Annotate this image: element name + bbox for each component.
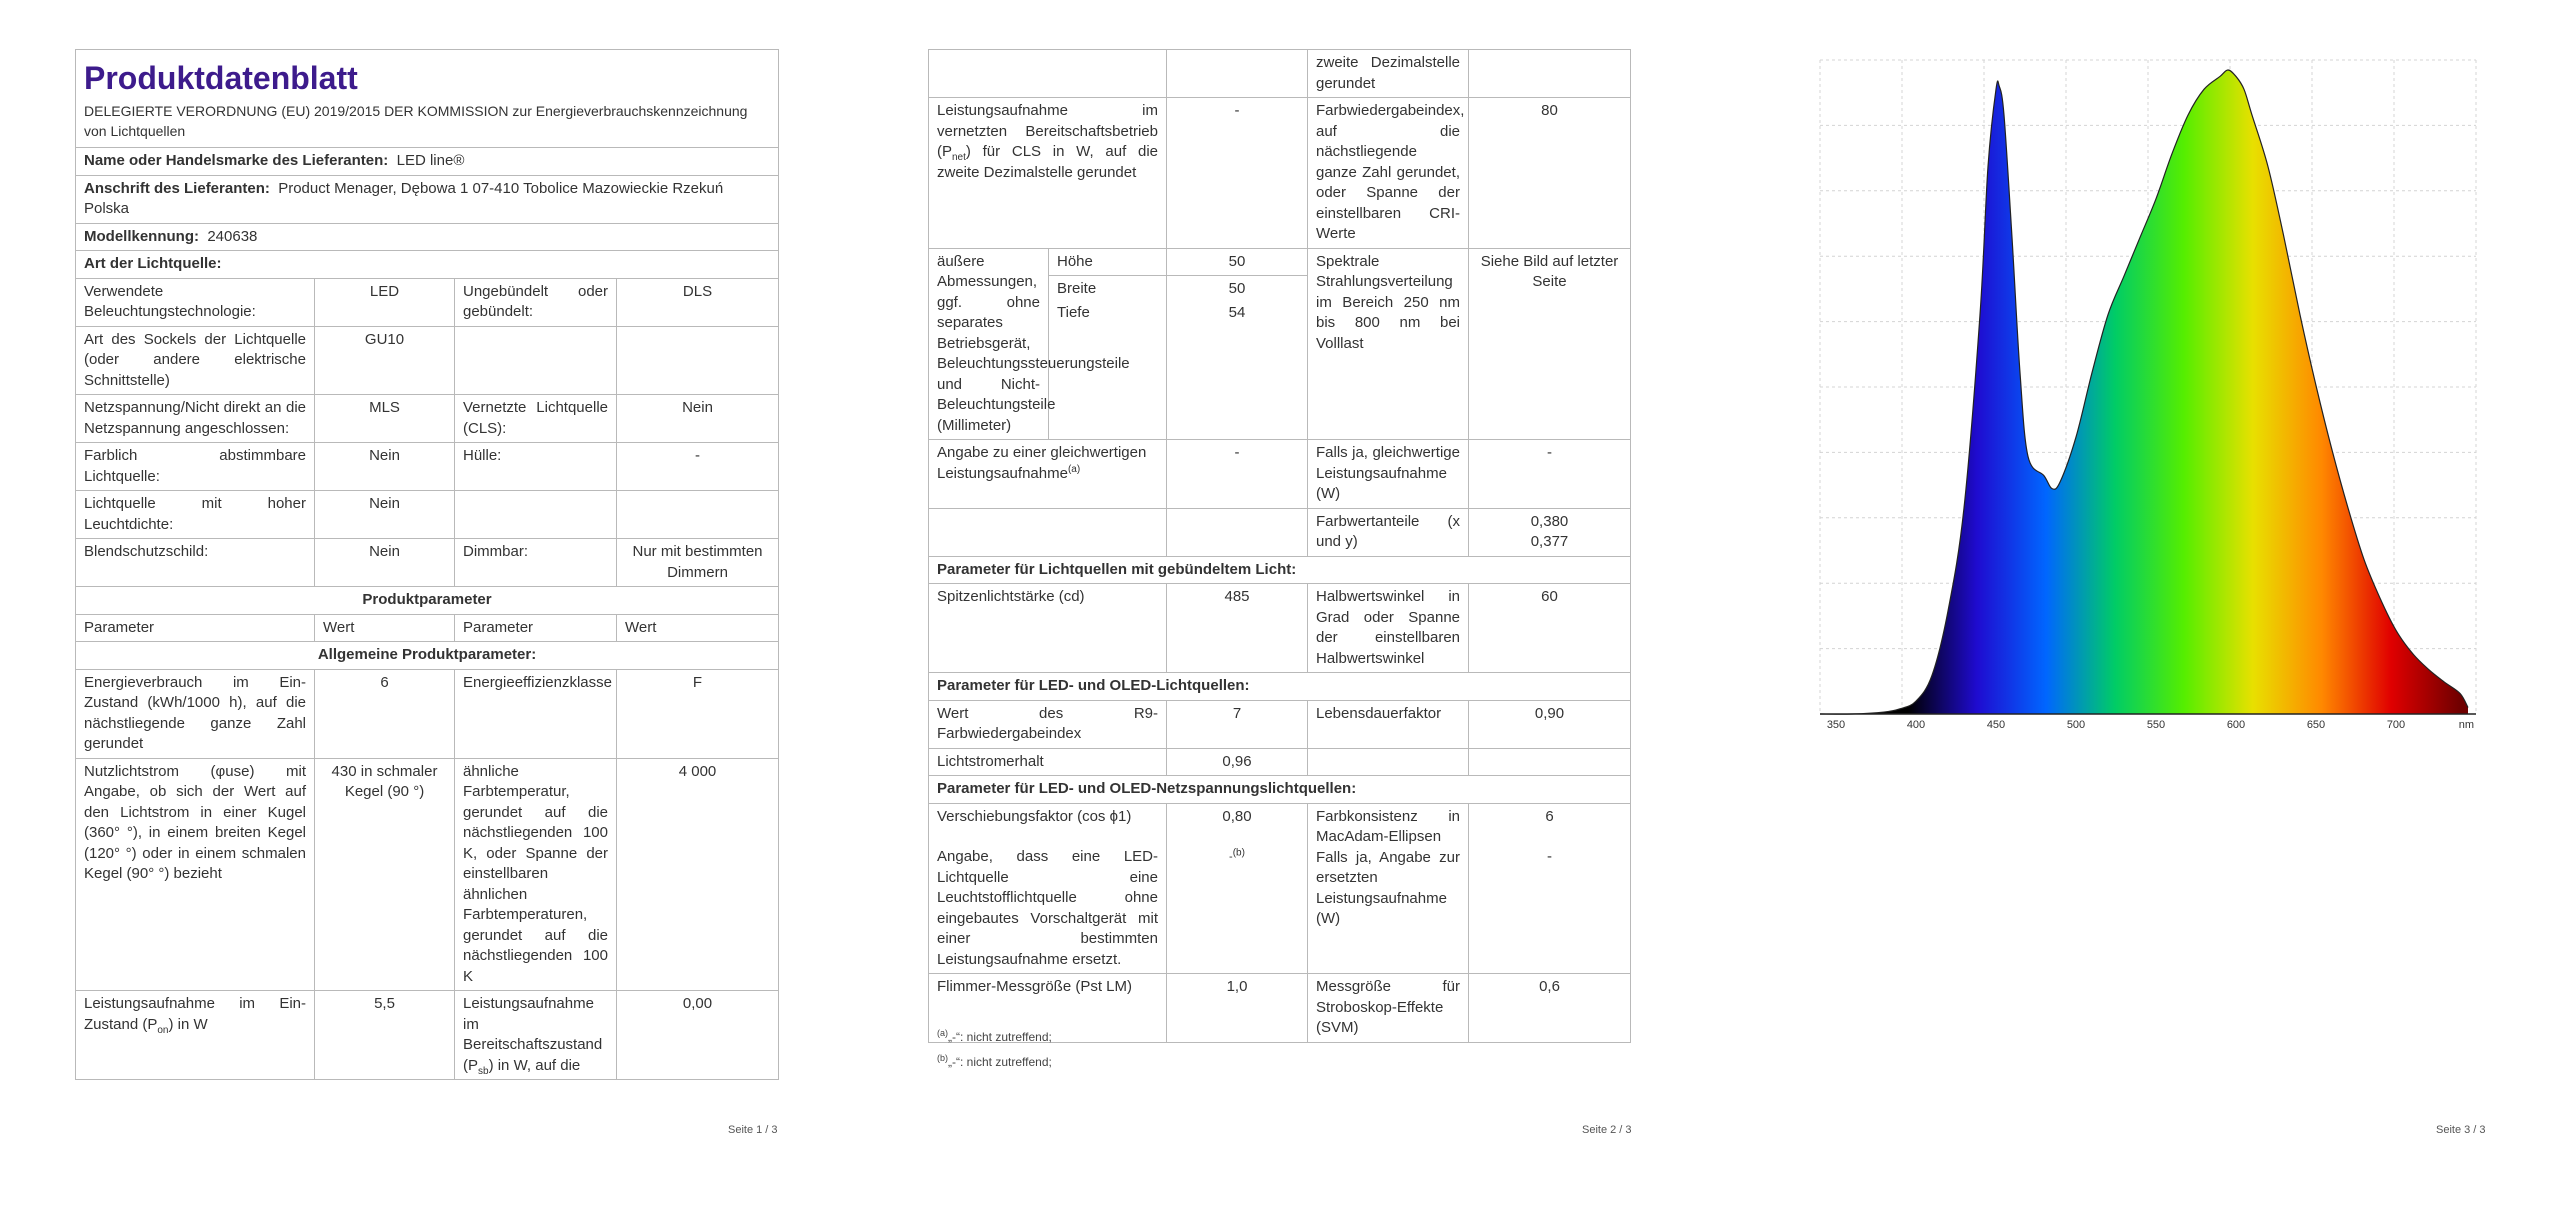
dimension-labels: [1049, 248, 1167, 440]
flux-value: 430 in schmaler Kegel (90 °): [315, 758, 455, 991]
power-factor-label: Verschiebungsfaktor (cos ϕ1): [937, 807, 1132, 825]
svm-label: Messgröße für Stroboskop-Effekte (SVM): [1308, 974, 1469, 1043]
model-label: Modellkennung:: [84, 227, 199, 245]
spd-value: Siehe Bild auf letzter Seite: [1469, 248, 1631, 440]
spectral-distribution-chart: [1820, 58, 2480, 734]
psb-label-text: ) in W, auf die: [488, 1056, 581, 1074]
envelope-value: -: [617, 443, 779, 491]
tunable-value: Nein: [315, 443, 455, 491]
general-params-heading: Allgemeine Produktparameter:: [76, 642, 779, 670]
flicker-value: 1,0: [1167, 974, 1308, 1043]
equiv-label-text: Angabe zu einer gleichwertigen Leistungsaufnahme: [937, 444, 1147, 482]
page-number: Seite 3 / 3: [2436, 1124, 2486, 1136]
width-value: 50: [1167, 275, 1307, 303]
beam-angle-value: 60: [1469, 584, 1631, 673]
replacement-power-value: -: [1547, 848, 1552, 865]
beam-angle-label: Halbwertswinkel in Grad oder Spanne der einstellbaren Halbwertswinkel: [1308, 584, 1469, 673]
psb-value: 0,00: [617, 991, 779, 1080]
r9-label: Wert des R9-Farbwiedergabeindex: [929, 700, 1167, 748]
energy-class-label: Energieeffizienzklasse: [455, 669, 617, 758]
pon-value: 5,5: [315, 991, 455, 1080]
survival-value: 0,90: [1469, 700, 1631, 748]
glare-value: Nein: [315, 539, 455, 587]
directional-heading: Parameter für Lichtquellen mit gebündeltem Licht:: [929, 556, 1631, 584]
product-table-page2: [928, 49, 1631, 1043]
equiv-value: -: [1167, 440, 1308, 509]
depth-value: 54: [1228, 303, 1246, 321]
equiv-label: [929, 440, 1167, 509]
supplier-address-label: Anschrift des Lieferanten:: [84, 179, 270, 197]
pon-label-text: ) in W: [168, 1015, 208, 1033]
cct-label: ähnliche Farbtemperatur, gerundet auf die nächstliegenden 100 K, oder Spanne der einstellbaren ähnlichen Farbtemperaturen, gerundet auf die nächstliegenden 100 K: [455, 758, 617, 991]
psb-sub: sb: [478, 1065, 489, 1077]
pon-sub: on: [157, 1024, 169, 1036]
equiv-sup: (a): [1067, 463, 1081, 475]
spectrum-area: [1820, 70, 2468, 714]
energy-value: 6: [315, 669, 455, 758]
width-label: Breite: [1049, 275, 1166, 303]
psb-label: [455, 991, 617, 1080]
cap-label: Art des Sockels der Lichtquelle (oder andere elektrische Schnittstelle): [76, 326, 315, 395]
cri-label: Farbwiedergabeindex, auf die nächstliegende ganze Zahl gerundet, oder Spanne der einstellbaren CRI-Werte: [1308, 98, 1469, 249]
x-tick-label: 500: [2066, 719, 2086, 731]
mains-value: MLS: [315, 395, 455, 443]
light-source-type-heading: Art der Lichtquelle:: [76, 251, 779, 279]
supplier-name: LED line®: [396, 152, 465, 169]
empty-cell: [1308, 748, 1469, 776]
height-value: 50: [1228, 252, 1246, 270]
envelope-label: Hülle:: [455, 443, 617, 491]
x-tick-label: 700: [2386, 719, 2406, 731]
x-tick-label: 400: [1906, 719, 1926, 731]
pon-label-text: Leistungsaufnahme im Ein-Zustand (P: [84, 995, 306, 1033]
pnet-label-text: ) für CLS in W, auf die zweite Dezimalstelle gerundet: [937, 143, 1158, 181]
equiv-power-label: Falls ja, gleichwertige Leistungsaufnahme (W): [1308, 440, 1469, 509]
pnet-value: -: [1167, 98, 1308, 249]
page-number: Seite 1 / 3: [728, 1124, 778, 1136]
cct-value: 4 000: [617, 758, 779, 991]
chromaticity-label: Farbwertanteile (x und y): [1308, 508, 1469, 556]
energy-class-value: F: [617, 669, 779, 758]
spd-label: Spektrale Strahlungsverteilung im Bereich 250 nm bis 800 nm bei Volllast: [1308, 248, 1469, 440]
empty-cell: [455, 491, 617, 539]
x-tick-label: 550: [2146, 719, 2166, 731]
replacement-label: Angabe, dass eine LED-Lichtquelle eine Leuchtstofflichtquelle ohne eingebautes Vorschaltgerät mit einer bestimmten Leistungsaufnahme ersetzt.: [937, 848, 1158, 968]
lumen-maintenance-value: 0,96: [1167, 748, 1308, 776]
colour-consistency-label: Farbkonsistenz in MacAdam-Ellipsen: [1316, 807, 1460, 845]
glare-label: Blendschutzschild:: [76, 539, 315, 587]
led-heading: Parameter für LED- und OLED-Lichtquellen:: [929, 673, 1631, 701]
pon-label: [76, 991, 315, 1080]
col-param-header: Parameter: [455, 614, 617, 642]
footnote-b: [937, 1055, 1052, 1069]
energy-label: Energieverbrauch im Ein-Zustand (kWh/1000 h), auf die nächstliegende ganze Zahl gerundet: [76, 669, 315, 758]
model-id: 240638: [207, 227, 258, 245]
supplier-address: Product Menager, Dębowa 1 07-410 Tobolice Mazowieckie Rzekuń Polska: [84, 179, 724, 217]
pnet-label-text: Leistungsaufnahme im vernetzten Bereitschaftsbetrieb (P: [937, 102, 1158, 160]
footnote-a-sup: (a): [937, 1028, 948, 1038]
peak-intensity-label: Spitzenlichtstärke (cd): [929, 584, 1167, 673]
mains-label: Netzspannung/Nicht direkt an die Netzspannung angeschlossen:: [76, 395, 315, 443]
mains-heading: Parameter für LED- und OLED-Netzspannungslichtquellen:: [929, 776, 1631, 804]
x-axis-unit: nm: [2458, 719, 2474, 731]
depth-label: Tiefe: [1057, 303, 1090, 321]
dimmable-value: Nur mit bestimmten Dimmern: [617, 539, 779, 587]
empty-cell: [1469, 748, 1631, 776]
empty-cell: [929, 508, 1167, 556]
empty-cell: [1469, 50, 1631, 98]
pf-replace-labels: [929, 803, 1167, 974]
page-number: Seite 2 / 3: [1582, 1124, 1632, 1136]
height-label: Höhe: [1057, 252, 1093, 270]
colour-replace-values: [1469, 803, 1631, 974]
peak-intensity-value: 485: [1167, 584, 1308, 673]
survival-label: Lebensdauerfaktor: [1308, 700, 1469, 748]
document-title: Produktdatenblatt: [84, 60, 358, 96]
focus-label: Ungebündelt oder gebündelt:: [455, 278, 617, 326]
col-value-header: Wert: [617, 614, 779, 642]
cls-value: Nein: [617, 395, 779, 443]
product-params-heading: Produktparameter: [76, 587, 779, 615]
footnote-b-sup: (b): [937, 1053, 948, 1063]
empty-cell: [617, 491, 779, 539]
x-tick-label: 600: [2226, 719, 2246, 731]
high-luminance-label: Lichtquelle mit hoher Leuchtdichte:: [76, 491, 315, 539]
chromaticity-x: 0,380: [1530, 512, 1569, 530]
colour-replace-labels: [1308, 803, 1469, 974]
col-value-header: Wert: [315, 614, 455, 642]
empty-cell: [1167, 508, 1308, 556]
empty-cell: [617, 326, 779, 395]
footnote-a: [937, 1030, 1052, 1044]
r9-value: 7: [1167, 700, 1308, 748]
supplier-name-label: Name oder Handelsmarke des Lieferanten:: [84, 152, 389, 169]
chromaticity-values: [1469, 508, 1631, 556]
colour-consistency-value: 6: [1545, 807, 1554, 825]
equiv-power-value: -: [1469, 440, 1631, 509]
dimension-values: [1167, 248, 1308, 440]
regulation-text: DELEGIERTE VERORDNUNG (EU) 2019/2015 DER KOMMISSION zur Energieverbrauchskennzeichnung von Lichtquellen: [84, 103, 748, 139]
empty-cell: [455, 326, 617, 395]
power-factor-value: 0,80: [1222, 807, 1252, 825]
tech-label: Verwendete Beleuchtungstechnologie:: [76, 278, 315, 326]
cap-value: GU10: [315, 326, 455, 395]
flicker-label: Flimmer-Messgröße (Pst LM): [929, 974, 1167, 1043]
col-param-header: Parameter: [76, 614, 315, 642]
x-tick-label: 650: [2306, 719, 2326, 731]
page-1: [0, 0, 853, 1207]
cri-value: 80: [1469, 98, 1631, 249]
pf-replace-values: [1167, 803, 1308, 974]
product-table-page1: [75, 49, 779, 1080]
page-2: [853, 0, 1706, 1207]
cls-label: Vernetzte Lichtquelle (CLS):: [455, 395, 617, 443]
x-axis-ticks: [1827, 719, 2474, 731]
chromaticity-y: 0,377: [1530, 533, 1569, 550]
dimensions-label: äußere Abmessungen, ggf. ohne separates Betriebsgerät, Beleuchtungssteuerungsteile und Nicht-Beleuchtungsteile (Millimeter): [929, 248, 1049, 440]
replacement-value: -: [1229, 851, 1233, 863]
tunable-label: Farblich abstimmbare Lichtquelle:: [76, 443, 315, 491]
replacement-sup: (b): [1232, 847, 1245, 859]
empty-cell: [929, 50, 1167, 98]
flux-label: Nutzlichtstrom (φuse) mit Angabe, ob sich der Wert auf den Lichtstrom in einer Kugel (360° °), in einem breiten Kegel (120° °) oder in einem schmalen Kegel (90° °) bezieht: [76, 758, 315, 991]
pnet-sub: net: [952, 152, 966, 163]
replacement-power-label: Falls ja, Angabe zur ersetzten Leistungsaufnahme (W): [1316, 848, 1460, 927]
pnet-label: [929, 98, 1167, 249]
psb-label-text: Leistungsaufnahme im Bereitschaftszustand (P: [463, 995, 603, 1074]
footnote-b-text: „-“: nicht zutreffend;: [948, 1055, 1052, 1069]
focus-value: DLS: [617, 278, 779, 326]
footnote-a-text: „-“: nicht zutreffend;: [948, 1030, 1052, 1044]
x-tick-label: 450: [1986, 719, 2006, 731]
lumen-maintenance-label: Lichtstromerhalt: [929, 748, 1167, 776]
continued-text: zweite Dezimalstelle gerundet: [1308, 50, 1469, 98]
empty-cell: [1167, 50, 1308, 98]
x-tick-label: 350: [1826, 719, 1846, 731]
high-luminance-value: Nein: [315, 491, 455, 539]
tech-value: LED: [315, 278, 455, 326]
dimmable-label: Dimmbar:: [455, 539, 617, 587]
svm-value: 0,6: [1469, 974, 1631, 1043]
